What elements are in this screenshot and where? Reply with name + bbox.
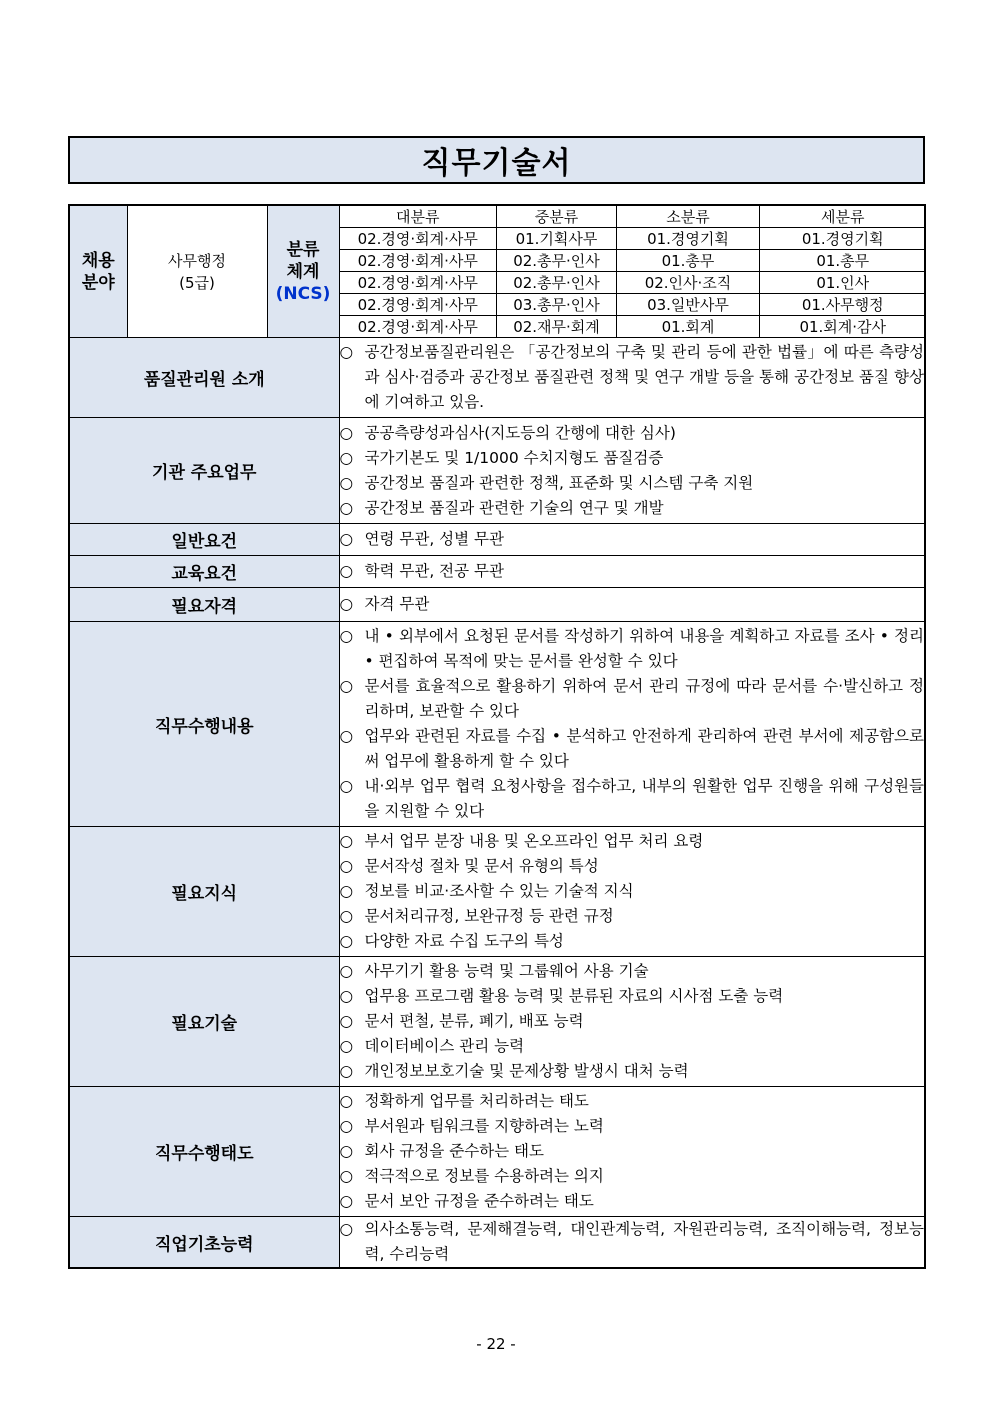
list-item-text: 내·외부 업무 협력 요청사항을 접수하고, 내부의 원활한 업무 진행을 위해 구성원들을 지원할 수 있다 (364, 777, 924, 820)
circle-bullet-icon: ○ (339, 907, 354, 925)
list-item-text: 자격 무관 (364, 595, 430, 613)
list-item (340, 1114, 925, 1139)
ncs-cell: 03.일반사무 (617, 294, 760, 316)
ncs-cell: 02.총무·인사 (497, 272, 617, 294)
list-item (340, 1059, 925, 1084)
list-item (340, 904, 925, 929)
circle-bullet-icon: ○ (339, 962, 354, 980)
ncs-cell: 02.총무·인사 (497, 250, 617, 272)
list-item-text: 학력 무관, 전공 무관 (364, 562, 504, 580)
list-item-text: 사무기기 활용 능력 및 그룹웨어 사용 기술 (364, 962, 649, 980)
ncs-header-row (340, 206, 926, 228)
section-content (339, 588, 925, 622)
circle-bullet-icon: ○ (339, 1062, 354, 1080)
section-label: 교육요건 (69, 556, 339, 588)
section-content (339, 1087, 925, 1217)
list-item (340, 471, 925, 496)
circle-bullet-icon: ○ (339, 777, 354, 795)
section-content (339, 524, 925, 556)
circle-bullet-icon: ○ (339, 627, 354, 645)
section-row (69, 957, 925, 1087)
circle-bullet-icon: ○ (339, 882, 354, 900)
list-item-text: 문서 편철, 분류, 폐기, 배포 능력 (364, 1012, 584, 1030)
list-item-text: 공간정보 품질과 관련한 기술의 연구 및 개발 (364, 498, 664, 517)
circle-bullet-icon: ○ (339, 857, 354, 875)
circle-bullet-icon: ○ (339, 1192, 354, 1210)
circle-bullet-icon: ○ (339, 498, 354, 517)
list-item-text: 정보를 비교·조사할 수 있는 기술적 지식 (364, 882, 634, 900)
list-item (340, 829, 925, 854)
ncs-header-cell: 대분류 (340, 206, 497, 228)
section-row (69, 524, 925, 556)
ncs-cell: 02.경영·회계·사무 (340, 228, 497, 250)
section-content (339, 1217, 925, 1269)
section-label: 직무수행태도 (69, 1087, 339, 1217)
section-label: 직무수행내용 (69, 622, 339, 827)
ncs-cell: 02.경영·회계·사무 (340, 316, 497, 338)
list-item-text: 문서 보안 규정을 준수하려는 태도 (364, 1192, 594, 1210)
section-label: 일반요건 (69, 524, 339, 556)
recruit-field-value: 사무행정 (5급) (127, 205, 267, 338)
circle-bullet-icon: ○ (339, 1092, 354, 1110)
section-content (339, 418, 925, 524)
list-item (340, 959, 925, 984)
section-content (339, 827, 925, 957)
circle-bullet-icon: ○ (339, 1037, 354, 1055)
circle-bullet-icon: ○ (339, 343, 354, 361)
section-row (69, 1087, 925, 1217)
ncs-cell: 01.총무 (617, 250, 760, 272)
list-item-text: 업무용 프로그램 활용 능력 및 분류된 자료의 시사점 도출 능력 (364, 987, 784, 1005)
ncs-cell: 02.경영·회계·사무 (340, 250, 497, 272)
list-item (340, 724, 925, 774)
circle-bullet-icon: ○ (339, 677, 354, 695)
list-item (340, 854, 925, 879)
list-item (340, 496, 925, 521)
list-item-text: 정확하게 업무를 처리하려는 태도 (364, 1092, 589, 1110)
section-content (339, 338, 925, 418)
list-item (340, 527, 925, 552)
section-label: 필요기술 (69, 957, 339, 1087)
ncs-cell: 01.사무행정 (760, 294, 926, 316)
ncs-row (340, 294, 926, 316)
list-item (340, 674, 925, 724)
list-item-text: 회사 규정을 준수하는 태도 (364, 1142, 544, 1160)
circle-bullet-icon: ○ (339, 595, 354, 613)
section-content (339, 622, 925, 827)
circle-bullet-icon: ○ (339, 448, 354, 467)
ncs-cell: 01.경영기획 (617, 228, 760, 250)
section-content (339, 556, 925, 588)
ncs-cell: 01.인사 (760, 272, 926, 294)
ncs-header-cell: 세분류 (760, 206, 926, 228)
circle-bullet-icon: ○ (339, 1220, 354, 1238)
job-description-table (68, 204, 926, 1269)
list-item-text: 국가기본도 및 1/1000 수치지형도 품질검증 (364, 448, 664, 467)
circle-bullet-icon: ○ (339, 727, 354, 745)
list-item-text: 문서처리규정, 보완규정 등 관련 규정 (364, 907, 614, 925)
list-item (340, 1089, 925, 1114)
ncs-cell: 02.경영·회계·사무 (340, 272, 497, 294)
list-item-text: 공간정보품질관리원은 「공간정보의 구축 및 관리 등에 관한 법률」에 따른 측량성과 심사·검증과 공간정보 품질관련 정책 및 연구 개발 등을 통해 공간정보 품질 향상에 기여하고 있음. (364, 343, 924, 411)
list-item-text: 내 • 외부에서 요청된 문서를 작성하기 위하여 내용을 계획하고 자료를 조사 • 정리 • 편집하여 목적에 맞는 문서를 완성할 수 있다 (364, 627, 924, 670)
ncs-cell: 01.총무 (760, 250, 926, 272)
list-item-text: 적극적으로 정보를 수용하려는 의지 (364, 1167, 604, 1185)
list-item (340, 774, 925, 824)
recruit-field-label: 채용 분야 (69, 205, 127, 338)
list-item (340, 929, 925, 954)
list-item-text: 문서를 효율적으로 활용하기 위하여 문서 관리 규정에 따라 문서를 수·발신하고 정리하며, 보관할 수 있다 (364, 677, 924, 720)
section-label: 직업기초능력 (69, 1217, 339, 1269)
ncs-cell: 03.총무·인사 (497, 294, 617, 316)
ncs-row (340, 228, 926, 250)
list-item (340, 1034, 925, 1059)
circle-bullet-icon: ○ (339, 1142, 354, 1160)
ncs-cell: 02.재무·회계 (497, 316, 617, 338)
section-label: 필요지식 (69, 827, 339, 957)
ncs-row (340, 272, 926, 294)
section-row (69, 1217, 925, 1269)
circle-bullet-icon: ○ (339, 562, 354, 580)
section-row (69, 622, 925, 827)
list-item (340, 984, 925, 1009)
list-item-text: 공간정보 품질과 관련한 정책, 표준화 및 시스템 구축 지원 (364, 473, 754, 492)
list-item (340, 592, 925, 617)
ncs-header-cell: 중분류 (497, 206, 617, 228)
list-item-text: 데이터베이스 관리 능력 (364, 1037, 525, 1055)
ncs-row (340, 250, 926, 272)
circle-bullet-icon: ○ (339, 1012, 354, 1030)
section-label: 기관 주요업무 (69, 418, 339, 524)
ncs-header-cell: 소분류 (617, 206, 760, 228)
circle-bullet-icon: ○ (339, 832, 354, 850)
section-content (339, 957, 925, 1087)
classification-cell (339, 205, 925, 338)
list-item (340, 1164, 925, 1189)
list-item-text: 업무와 관련된 자료를 수집 • 분석하고 안전하게 관리하여 관련 부서에 제공함으로써 업무에 활용하게 할 수 있다 (364, 727, 924, 770)
list-item (340, 340, 925, 415)
circle-bullet-icon: ○ (339, 932, 354, 950)
list-item (340, 1217, 925, 1267)
section-row (69, 588, 925, 622)
section-row (69, 338, 925, 418)
circle-bullet-icon: ○ (339, 530, 354, 548)
section-row (69, 418, 925, 524)
section-label: 품질관리원 소개 (69, 338, 339, 418)
list-item-text: 부서원과 팀워크를 지향하려는 노력 (364, 1117, 604, 1135)
list-item-text: 의사소통능력, 문제해결능력, 대인관계능력, 자원관리능력, 조직이해능력, 정보능력, 수리능력 (364, 1220, 924, 1263)
list-item (340, 1189, 925, 1214)
list-item-text: 다양한 자료 수집 도구의 특성 (364, 932, 564, 950)
list-item (340, 1139, 925, 1164)
list-item-text: 문서작성 절차 및 문서 유형의 특성 (364, 857, 599, 875)
ncs-cell: 02.인사·조직 (617, 272, 760, 294)
list-item (340, 624, 925, 674)
circle-bullet-icon: ○ (339, 473, 354, 492)
list-item-text: 연령 무관, 성별 무관 (364, 530, 504, 548)
page-title: 직무기술서 (68, 136, 925, 184)
list-item-text: 공공측량성과심사(지도등의 간행에 대한 심사) (364, 423, 676, 442)
list-item (340, 421, 925, 446)
list-item-text: 부서 업무 분장 내용 및 온오프라인 업무 처리 요령 (364, 832, 704, 850)
section-row (69, 827, 925, 957)
recruit-field-row (69, 205, 925, 338)
ncs-cell: 01.회계·감사 (760, 316, 926, 338)
section-row (69, 556, 925, 588)
classification-label: 분류 체계 (NCS) (267, 205, 339, 338)
ncs-cell: 01.기획사무 (497, 228, 617, 250)
ncs-classification-table (340, 206, 926, 337)
ncs-cell: 01.회계 (617, 316, 760, 338)
ncs-cell: 01.경영기획 (760, 228, 926, 250)
section-label: 필요자격 (69, 588, 339, 622)
list-item (340, 879, 925, 904)
ncs-cell: 02.경영·회계·사무 (340, 294, 497, 316)
circle-bullet-icon: ○ (339, 1117, 354, 1135)
circle-bullet-icon: ○ (339, 987, 354, 1005)
list-item-text: 개인정보보호기술 및 문제상황 발생시 대처 능력 (364, 1062, 689, 1080)
list-item (340, 1009, 925, 1034)
ncs-row (340, 316, 926, 338)
circle-bullet-icon: ○ (339, 1167, 354, 1185)
page-number: - 22 - (476, 1335, 516, 1353)
circle-bullet-icon: ○ (339, 423, 354, 442)
list-item (340, 559, 925, 584)
list-item (340, 446, 925, 471)
